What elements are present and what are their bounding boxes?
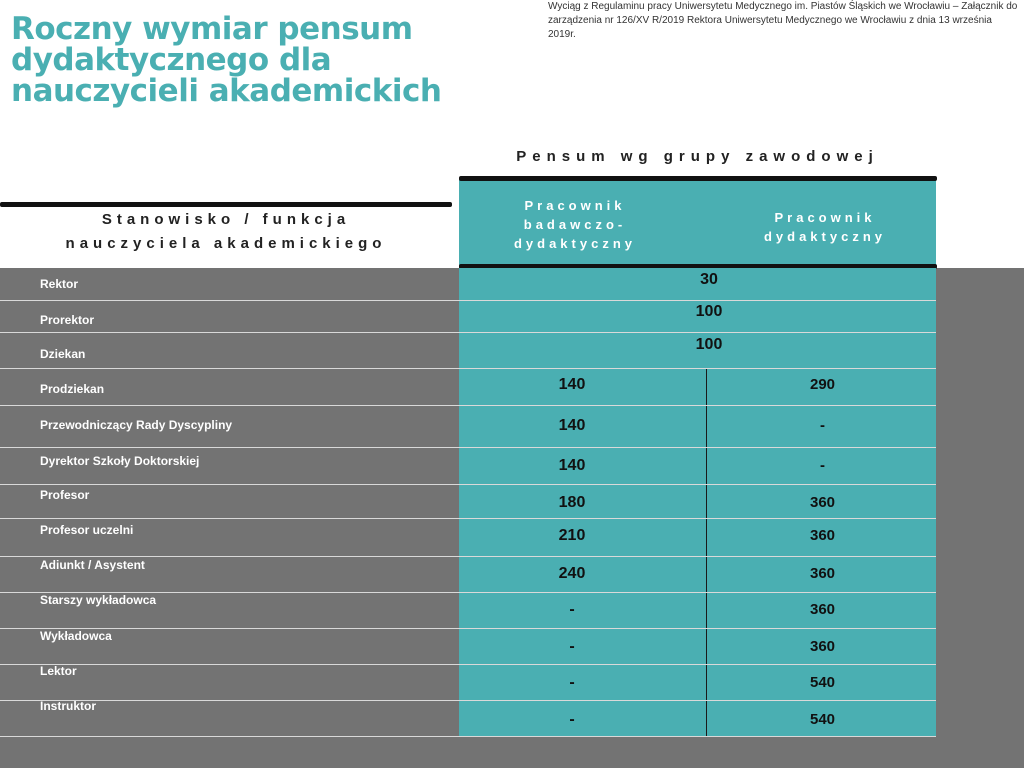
group-header: Pensum wg grupy zawodowej [516,148,879,165]
row-divider [0,368,936,369]
row-label: Adiunkt / Asystent [40,558,145,572]
row-label: Lektor [40,664,77,678]
position-header-line-1: Stanowisko / funkcja [101,211,351,228]
col2-header-line-2: dydaktyczny [763,229,887,244]
teaching-value: 360 [809,565,836,582]
col-header-teaching [715,208,935,246]
position-column-header [0,208,452,256]
col-header-research-teaching [475,196,675,253]
teaching-value: 540 [809,674,836,691]
col1-header-line-1: Pracownik [524,198,626,213]
teaching-value: - [820,457,825,474]
row-label: Prorektor [40,313,95,327]
row-label: Wykładowca [40,629,112,643]
row-divider [0,518,936,519]
row-label: Profesor uczelni [40,523,134,537]
teaching-value: 360 [809,601,836,618]
row-divider [0,447,936,448]
row-label: Dziekan [40,347,86,361]
research-teaching-value: - [569,638,575,655]
row-label: Starszy wykładowca [40,593,157,607]
col1-header-line-3: dydaktyczny [513,236,637,251]
research-teaching-value: 140 [558,417,586,434]
row-divider [0,332,936,333]
row-divider [0,405,936,406]
teaching-value: - [820,417,825,434]
merged-cell: 100 [695,303,723,320]
research-teaching-value: - [569,674,575,691]
row-label: Prodziekan [40,382,105,396]
row-label: Instruktor [40,699,97,713]
research-teaching-value: 180 [558,494,586,511]
teaching-value: 290 [809,376,836,393]
teaching-value: 360 [809,494,836,511]
row-divider [0,736,936,737]
research-teaching-value: 240 [558,565,586,582]
row-divider [0,300,936,301]
row-label: Dyrektor Szkoły Doktorskiej [40,454,200,468]
header-top-rule [459,176,937,181]
teaching-value: 360 [809,527,836,544]
teaching-value: 540 [809,711,836,728]
research-teaching-value: 140 [558,376,586,393]
research-teaching-value: 140 [558,457,586,474]
row-divider [0,484,936,485]
research-teaching-value: 210 [558,527,586,544]
teaching-value: 360 [809,638,836,655]
row-divider [0,700,936,701]
research-teaching-value: - [569,601,575,618]
row-divider [0,664,936,665]
research-teaching-value: - [569,711,575,728]
left-header-rule [0,202,452,207]
row-label: Rektor [40,277,79,291]
column-divider [706,369,707,736]
row-divider [0,556,936,557]
merged-cell: 100 [695,336,723,353]
merged-cell: 30 [700,271,718,288]
position-header-line-2: nauczyciela akademickiego [65,235,387,252]
row-label: Profesor [40,488,90,502]
col1-header-line-2: badawczo- [523,217,627,232]
row-divider [0,628,936,629]
row-label: Przewodniczący Rady Dyscypliny [40,418,233,432]
page-title: Roczny wymiar pensum dydaktycznego dla nauczycieli akademickich [11,11,442,109]
col2-header-line-1: Pracownik [774,210,876,225]
source-note: Wyciąg z Regulaminu pracy Uniwersytetu Medycznego im. Piastów Śląskich we Wrocławiu – Załącznik do zarządzenia nr 126/XV R/2019 Rektora Uniwersytetu Medycznego we Wrocławiu z dnia 13 września 2019r. [548,1,1018,40]
